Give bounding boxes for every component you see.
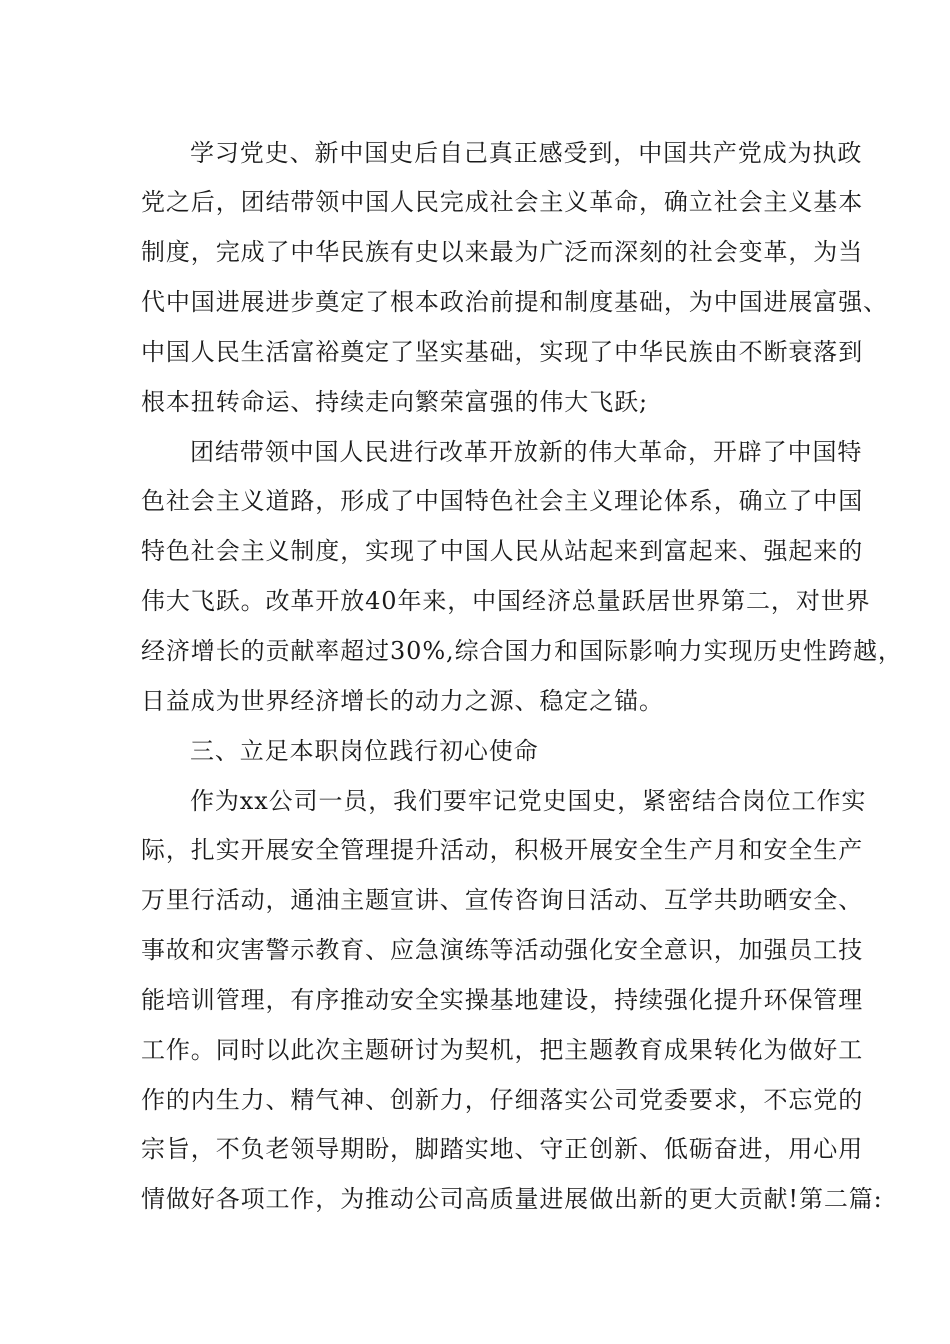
text-line: 工作。同时以此次主题研讨为契机，把主题教育成果转化为做好工 [141, 1036, 864, 1064]
text-line: 能培训管理，有序推动安全实操基地建设，持续强化提升环保管理 [141, 986, 864, 1014]
text-line: 特色社会主义制度，实现了中国人民从站起来到富起来、强起来的 [141, 537, 864, 565]
text-line: 党之后，团结带领中国人民完成社会主义革命，确立社会主义基本 [141, 188, 864, 216]
section-heading: 三、立足本职岗位践行初心使命 [190, 737, 539, 765]
text-line: 伟大飞跃。改革开放40年来，中国经济总量跃居世界第二，对世界 [141, 587, 871, 615]
text-line: 宗旨，不负老领导期盼，脚踏实地、守正创新、低砺奋进，用心用 [141, 1135, 864, 1163]
text-line: 学习党史、新中国史后自己真正感受到，中国共产党成为执政 [190, 139, 863, 167]
text-line: 际，扎实开展安全管理提升活动，积极开展安全生产月和安全生产 [141, 836, 864, 864]
text-line: 万里行活动，通油主题宣讲、宣传咨询日活动、互学共助晒安全、 [141, 886, 864, 914]
text-line: 中国人民生活富裕奠定了坚实基础，实现了中华民族由不断衰落到 [141, 338, 864, 366]
text-line: 色社会主义道路，形成了中国特色社会主义理论体系，确立了中国 [141, 487, 864, 515]
text-line: 团结带领中国人民进行改革开放新的伟大革命，开辟了中国特 [190, 438, 863, 466]
text-line: 制度，完成了中华民族有史以来最为广泛而深刻的社会变革，为当 [141, 238, 864, 266]
text-line: 代中国进展进步奠定了根本政治前提和制度基础，为中国进展富强、 [141, 288, 888, 316]
text-line: 情做好各项工作，为推动公司高质量进展做出新的更大贡献!第二篇: [141, 1185, 883, 1213]
text-line: 根本扭转命运、持续走向繁荣富强的伟大飞跃; [141, 388, 648, 416]
text-line: 作为xx公司一员，我们要牢记党史国史，紧密结合岗位工作实 [190, 787, 867, 815]
text-line: 作的内生力、精气神、创新力，仔细落实公司党委要求，不忘党的 [141, 1086, 864, 1114]
text-line: 经济增长的贡献率超过30%,综合国力和国际影响力实现历史性跨越， [141, 637, 903, 665]
text-line: 事故和灾害警示教育、应急演练等活动强化安全意识，加强员工技 [141, 936, 864, 964]
text-line: 日益成为世界经济增长的动力之源、稳定之锚。 [141, 687, 664, 715]
